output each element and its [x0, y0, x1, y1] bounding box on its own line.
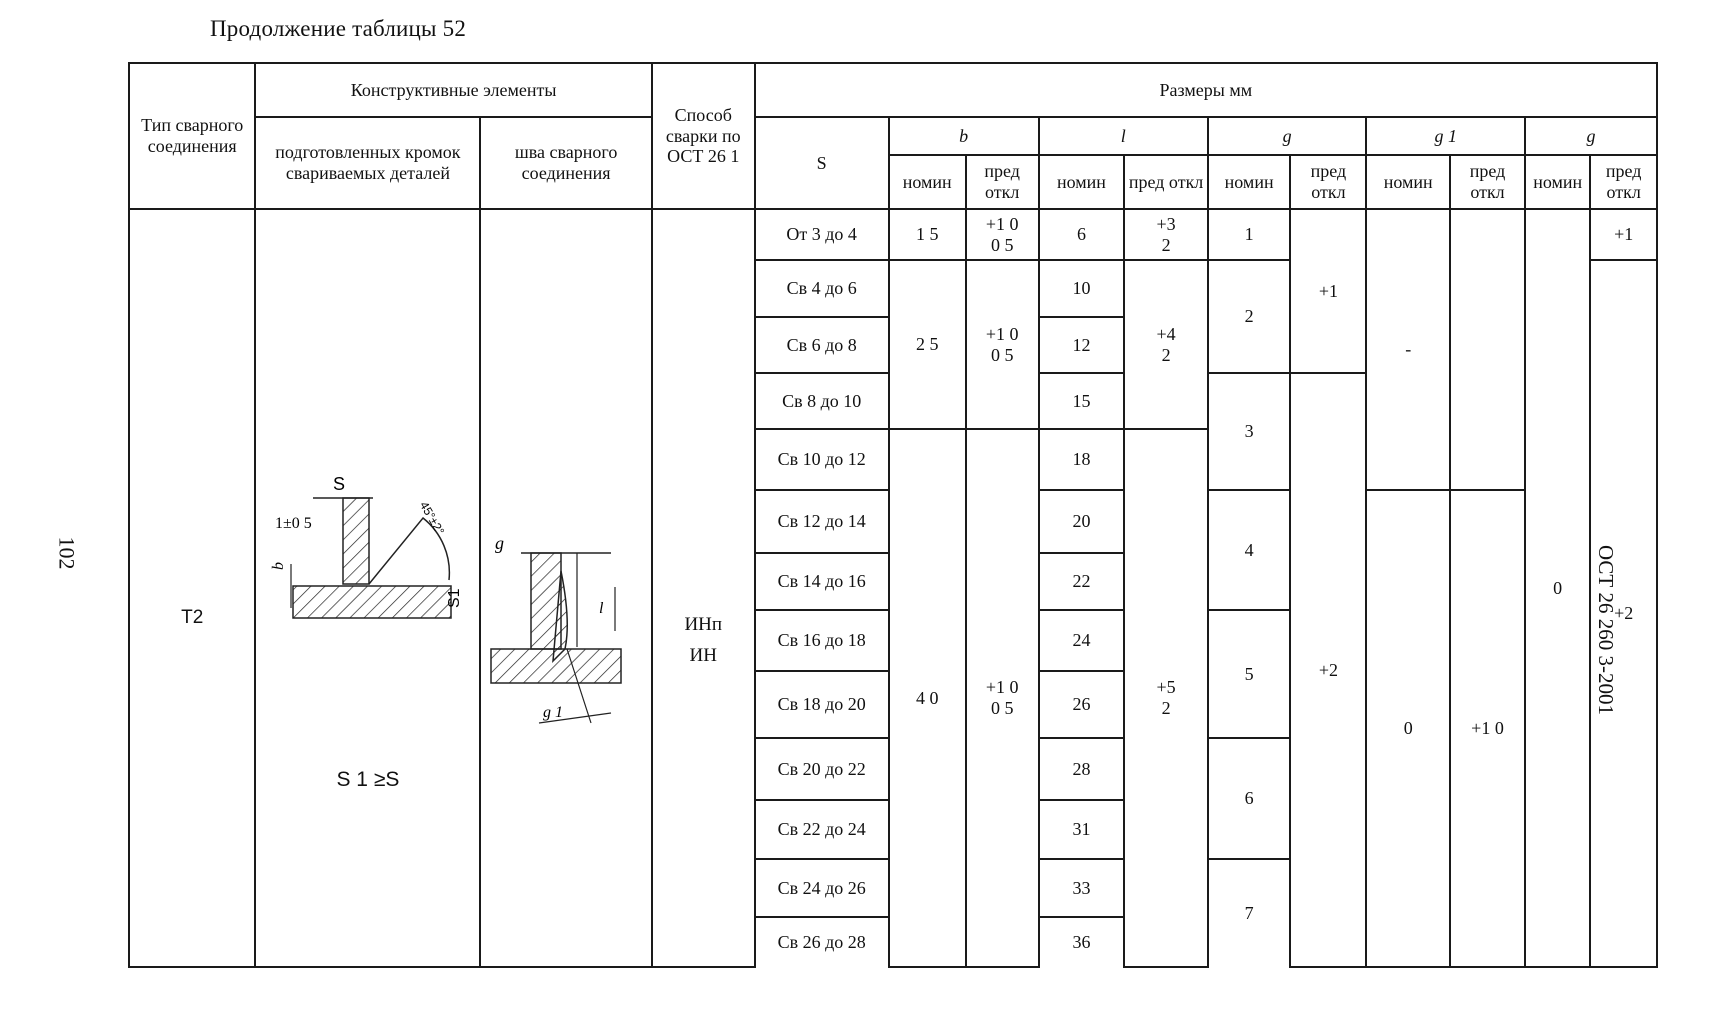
table-row-s: Св 16 до 18: [755, 610, 889, 671]
edge-preparation-drawing: [269, 468, 463, 628]
l-nom-cell: 33: [1039, 859, 1125, 917]
sub-dev-l: пред откл: [1124, 155, 1208, 209]
weld-seam-drawing: [491, 531, 641, 731]
table-row-s: Св 26 до 28: [755, 917, 889, 967]
sub-dev-g2: пред откл: [1590, 155, 1657, 209]
table-row-s: Св 12 до 14: [755, 490, 889, 553]
l-nom-cell: 36: [1039, 917, 1125, 967]
table-row-s: Св 8 до 10: [755, 373, 889, 429]
label-angle: 45°±2°: [416, 499, 448, 538]
l-nom-cell: 24: [1039, 610, 1125, 671]
sub-nom-b: номин: [889, 155, 966, 209]
label-s: S: [332, 474, 345, 495]
l-dev-cell: +5 2: [1124, 429, 1208, 967]
col-sizes-header: Размеры мм: [755, 63, 1657, 117]
label-g1: g 1: [543, 703, 564, 721]
standard-code: ОСТ 26 260 3-2001: [1594, 545, 1618, 715]
g-nom-cell: 7: [1208, 859, 1291, 967]
weld-dimensions-table: [128, 62, 1658, 968]
label-b: b: [269, 562, 287, 571]
l-nom-cell: 26: [1039, 671, 1125, 738]
l-nom-cell: 15: [1039, 373, 1125, 429]
sub-nom-g: номин: [1208, 155, 1291, 209]
label-g: g: [495, 532, 505, 553]
b-nom-cell: 4 0: [889, 429, 966, 967]
b-nom-cell: 1 5: [889, 209, 966, 260]
l-dev-cell: +3 2: [1124, 209, 1208, 260]
g-nom-cell: 6: [1208, 738, 1291, 859]
thickness-condition: S 1 ≥S: [336, 768, 400, 792]
g-dev-cell: +1: [1290, 209, 1366, 373]
label-l: l: [599, 599, 604, 617]
group-g1-header: g 1: [1366, 117, 1525, 155]
l-nom-cell: 28: [1039, 738, 1125, 800]
method-inp: ИНп: [684, 613, 723, 635]
g-nom-cell: 3: [1208, 373, 1291, 490]
col-elements-header: Конструктивные элементы: [255, 63, 651, 117]
label-offset: 1±0 5: [274, 515, 312, 533]
col-method-header: Способ сварки по ОСТ 26 1: [652, 63, 755, 209]
g2-nom-cell: 0: [1525, 209, 1590, 967]
sub-dev-g1: пред откл: [1450, 155, 1525, 209]
table-row-s: Св 6 до 8: [755, 317, 889, 373]
table-row-s: Св 20 до 22: [755, 738, 889, 800]
l-nom-cell: 22: [1039, 553, 1125, 610]
g1-dev-cell-empty: [1450, 209, 1525, 490]
g1-nom-cell: 0: [1366, 490, 1450, 967]
l-dev-cell: +4 2: [1124, 260, 1208, 429]
l-nom-cell: 12: [1039, 317, 1125, 373]
g-nom-cell: 2: [1208, 260, 1291, 373]
l-nom-cell: 18: [1039, 429, 1125, 490]
col-s-header: S: [755, 117, 889, 209]
l-nom-cell: 31: [1039, 800, 1125, 859]
b-dev-cell: +1 0 0 5: [966, 209, 1039, 260]
b-dev-cell: +1 0 0 5: [966, 429, 1039, 967]
g-nom-cell: 1: [1208, 209, 1291, 260]
sub-nom-g2: номин: [1525, 155, 1590, 209]
b-dev-cell: +1 0 0 5: [966, 260, 1039, 429]
group-l-header: l: [1039, 117, 1208, 155]
sub-dev-g: пред откл: [1290, 155, 1366, 209]
sub-dev-b: пред откл: [966, 155, 1039, 209]
table-row-s: От 3 до 4: [755, 209, 889, 260]
b-nom-cell: 2 5: [889, 260, 966, 429]
table-row-s: Св 24 до 26: [755, 859, 889, 917]
g2-dev-cell: +2: [1590, 260, 1657, 967]
l-nom-cell: 20: [1039, 490, 1125, 553]
method-cell: [652, 209, 755, 967]
table-row-s: Св 22 до 24: [755, 800, 889, 859]
group-g-header: g: [1208, 117, 1367, 155]
joint-type: Т2: [181, 607, 204, 629]
page-number: 102: [54, 536, 80, 570]
g1-dev-cell: +1 0: [1450, 490, 1525, 967]
table-continuation-heading: Продолжение таблицы 52: [210, 16, 467, 41]
col-prep-header: подготовленных кромок свариваемых деталей: [255, 117, 480, 209]
g1-nom-cell: -: [1366, 209, 1450, 490]
seam-drawing-cell: [480, 209, 651, 967]
table-row-s: Св 18 до 20: [755, 671, 889, 738]
g2-dev-cell: +1: [1590, 209, 1657, 260]
table-row-s: Св 4 до 6: [755, 260, 889, 317]
l-nom-cell: 10: [1039, 260, 1125, 317]
group-b-header: b: [889, 117, 1039, 155]
col-type-header: Тип сварного соединения: [129, 63, 255, 209]
group-g2-header: g: [1525, 117, 1657, 155]
g-nom-cell: 5: [1208, 610, 1291, 738]
g-dev-cell: +2: [1290, 373, 1366, 967]
sub-nom-g1: номин: [1366, 155, 1450, 209]
label-s1: S1: [445, 588, 463, 609]
method-in: ИН: [689, 644, 717, 666]
table-row-s: Св 14 до 16: [755, 553, 889, 610]
type-cell: [129, 209, 255, 967]
table-row-s: Св 10 до 12: [755, 429, 889, 490]
prep-drawing-cell: [255, 209, 480, 967]
g-nom-cell: 4: [1208, 490, 1291, 610]
sub-nom-l: номин: [1039, 155, 1125, 209]
col-seam-header: шва сварного соединения: [480, 117, 651, 209]
l-nom-cell: 6: [1039, 209, 1125, 260]
